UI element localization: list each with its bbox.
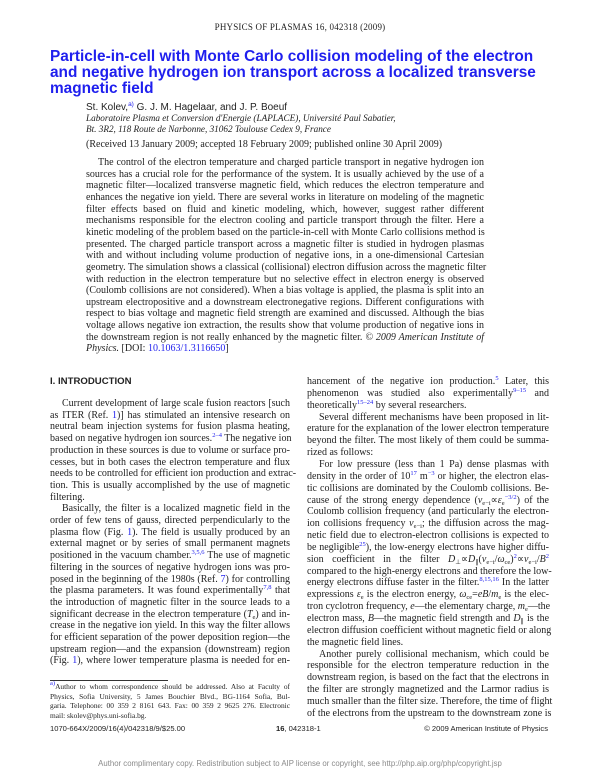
text-line: rized as follows: <box>307 447 374 459</box>
text-line: erature for the explanation of the lower electron temperature <box>307 423 549 435</box>
text-line: presented. The charged particle transport across a magnetic filter is studied in hydrogen plasmas <box>86 238 484 250</box>
affiliation-line: Bt. 3R2, 118 Route de Narbonne, 31062 Toulouse Cedex 9, France <box>86 124 331 134</box>
affiliation-line: Laboratoire Plasma et Conversion d'Energie (LAPLACE), Université Paul Sabatier, <box>86 113 396 123</box>
text-line: ion collisions frequency $\nu_{e-i}$; the diffusion across the mag- <box>307 518 549 531</box>
text-line: sion coefficient in the filter $D_\perp\propto D_\parallel(\nu_{e-i}/\omega_{ce})^2\propto\nu_{e-i}/B^2$ <box>307 552 549 566</box>
text-line: tron cyclotron frequency, e—the elementary charge, $m_e—the$ <box>307 601 551 614</box>
text-line: netic field due to electron-electron collisions is expected to <box>307 530 549 542</box>
text-line: Coulomb collision frequency (and particularly the electron- <box>307 506 549 518</box>
text-line: with and without including volume production of negative ions, in a one-dimensional Cartesian <box>86 250 484 262</box>
footer-volume: 16 <box>276 724 285 733</box>
text-line: upstream region—and the expansion (downstream) region <box>50 643 290 655</box>
footnote-line: mail: skolev@phys.uni-sofia.bg. <box>50 711 147 720</box>
text-line: needs to be controlled for efficient ion production and extrac- <box>50 468 297 480</box>
text-line: Current development of large scale fusion reactors [such <box>62 398 290 409</box>
text-line: plasma flow (Fig. 1). The field is usually produced by an <box>50 526 290 538</box>
text-line: electron mass, B—the magnetic field strength and $D_\parallel$ is the <box>307 613 550 625</box>
text-line: production in these sources is due to volume or surface pro- <box>50 444 290 456</box>
text-line: Basically, the filter is a localized magnetic field in the <box>62 503 290 515</box>
text-line: for efficient separation of the power deposition region—the <box>50 632 290 643</box>
text-line: hancement of the negative ion production.$^5$ Later, this <box>307 375 549 387</box>
text-line: filtering in the sources of negative hydrogen ions was pro- <box>50 561 290 573</box>
text-line: the introduction of magnetic filter in the source leads to a <box>50 596 290 608</box>
text-line: much smaller than the filter size. Therefore, the time of flight <box>307 695 553 707</box>
paper-title-line: magnetic field <box>50 80 154 97</box>
paper-title-line: and negative hydrogen ion transport across a localized transverse <box>50 64 536 81</box>
text-line: geometry. The simulation shows a classical (collisional) electron diffusion across the magnetic filter <box>86 261 487 273</box>
text-line: neutral beam injection systems for fusion plasma heating, <box>50 421 290 433</box>
text-line: significant decrease in the electron temperature $(T_e)$ and in- <box>50 608 290 621</box>
text-line: voltage allows negative ion extraction, the results show that volume production of negative ions in <box>86 320 484 332</box>
text-line: tion. This is usually accomplished by the use of magnetic <box>50 479 290 491</box>
text-line: electron diffusion coefficient without magnetic field or along <box>307 624 552 636</box>
text-line: density in the order of $10^{17}$ $m^{-3}$ or higher, the electron elas- <box>307 469 549 482</box>
text-line: the downstream region is not really enhanced by the magnetic filter. © 2009 American Institute of <box>86 331 484 343</box>
text-line: Several different mechanisms have been proposed in lit- <box>319 411 549 423</box>
journal-header: PHYSICS OF PLASMAS 16, 042318 (2009) <box>214 22 386 32</box>
text-line: as ITER (Ref. 1)] has stimulated an intensive research on <box>50 409 290 421</box>
text-line: tic collisions are dominated by the Coulomb collisions. Be- <box>307 482 549 494</box>
text-line: phenomenon was studied also experimentally$^{9-15}$ and <box>307 386 549 399</box>
text-line: posed in the beginning of the 1980s (Ref. 7) for controlling <box>50 573 291 585</box>
text-line: beyond the filter. The most likely of them could be summa- <box>307 435 549 447</box>
text-line: sources has a crucial role for the performance of the system. It is usually achieved by the use of a <box>86 168 484 180</box>
text-line: with reduction in the electron temperature but no selective effect in electron energy is observed <box>86 273 484 285</box>
text-line: external magnet or by series of small permanent magnets <box>50 538 290 550</box>
text-line: filtering. <box>50 491 85 503</box>
text-line: based on negative hydrogen ion sources.$^{2-4}$ The negative ion <box>50 432 292 445</box>
text-line: the plasma parameters. It was found experimentally$^{7,8}$ that <box>50 584 291 597</box>
redistribution-notice: Author complimentary copy. Redistribution subject to AIP license or copyright, see http://php.aip.org/php/copyright.jsp <box>98 759 502 768</box>
text-line: energy electrons diffuse faster in the filter.$^{8,15,16}$ In the latter <box>307 576 550 589</box>
author-list: St. Kolev,$^{a)}$ G. J. M. Hagelaar, and J. P. Boeuf <box>86 101 288 113</box>
footer-article-page: , 042318-1 <box>284 724 321 733</box>
text-line: cause of the strong energy dependence $(\nu_{e-i}\propto\varepsilon_e^{-3/2})$ of the <box>307 493 549 507</box>
section-heading: I. INTRODUCTION <box>50 376 132 387</box>
received-dates: (Received 13 January 2009; accepted 18 February 2009; published online 30 April 2009) <box>86 139 443 150</box>
text-line: positioned in the vacuum chamber.$^{3,5,6}$ The use of magnetic <box>50 549 290 562</box>
text-line: Physics. [DOI: 10.1063/1.3116650] <box>86 343 229 355</box>
text-line: order of few tens of gauss, directed perpendicularly to the <box>50 515 290 526</box>
text-line: crease in the negative ion yield. In this way the filter allows <box>50 620 290 632</box>
footer-page-number <box>276 724 321 733</box>
text-line: compared to the high-energy electrons and therefore the low- <box>307 565 552 577</box>
text-line: magnetic filter—localized transverse magnetic field, which reduces the electron temperature and <box>86 180 484 192</box>
text-line: theoretically$^{15-24}$ by several researchers. <box>307 398 467 411</box>
footer-copyright: © 2009 American Institute of Physics <box>424 724 548 733</box>
footnote-line: Physics, Sofia University, 5 James Bouchier Blvd., BG-1164 Sofia, Bul- <box>50 692 290 701</box>
text-line: kinetic modeling of the problem based on the particle-in-cell with Monte Carlo collisions method is <box>86 226 485 238</box>
text-line: be negligible$^{25}$), the low-energy electrons have higher diffu- <box>307 540 549 553</box>
text-line: The control of the electron temperature and charged particle transport in negative hydrogen ion <box>98 157 484 168</box>
footer-issn: 1070-664X/2009/16(4)/042318/9/$25.00 <box>50 724 186 733</box>
text-line: expressions $\varepsilon_e$ is the electron energy, $\omega_{ce}=eB/m_e$ is the elec- <box>307 589 549 602</box>
text-line: the magnetic field lines. <box>307 636 404 648</box>
text-line: (Coulomb collisions are not considered). When a bias voltage is applied, the plasma is split into an <box>86 285 484 297</box>
text-line: the filter are strongly magnetized and the Larmor radius is <box>307 684 549 696</box>
text-line: of the electrons from the upstream to the downstream zone is <box>307 707 552 719</box>
footnote-line: $^{a)}$Author to whom correspondence should be addressed. Also at Faculty of <box>50 680 290 691</box>
text-line: responsible for the electron temperature reduction in the <box>307 660 549 672</box>
text-line: enhances the negative ion yield. There are several works in literature on modeling of the magnetic <box>86 191 484 203</box>
footnote-divider <box>50 680 168 681</box>
text-line: For low pressure (less than 1 Pa) dense plasmas with <box>319 458 549 470</box>
text-line: cesses, but in both cases the electron temperature and flux <box>50 456 290 468</box>
text-line: Another purely collisional mechanism, which could be <box>319 648 549 660</box>
text-line: filter effects based on fluid and kinetic modeling, which, however, suggest rather different <box>86 203 484 215</box>
text-line: mechanisms responsible for the electron cooling and particle transport through the filter. Here a <box>86 215 484 227</box>
paper-title-line: Particle-in-cell with Monte Carlo collision modeling of the electron <box>50 48 534 65</box>
text-line: upstream electropositive and a downstream electronegative regions. Different configurations with <box>86 296 484 308</box>
text-line: downstream region, is based on the fact that the electrons in <box>307 672 549 684</box>
text-line: respect to bias voltage and magnetic field strength are examined and discussed. Although the bias <box>86 308 484 320</box>
footnote-line: garia. Telephone: 00 359 2 8161 643. Fax: 00 359 2 9625 276. Electronic <box>50 701 290 710</box>
text-line: (Fig. 1), where lower temperature plasma is needed for en- <box>50 655 291 667</box>
